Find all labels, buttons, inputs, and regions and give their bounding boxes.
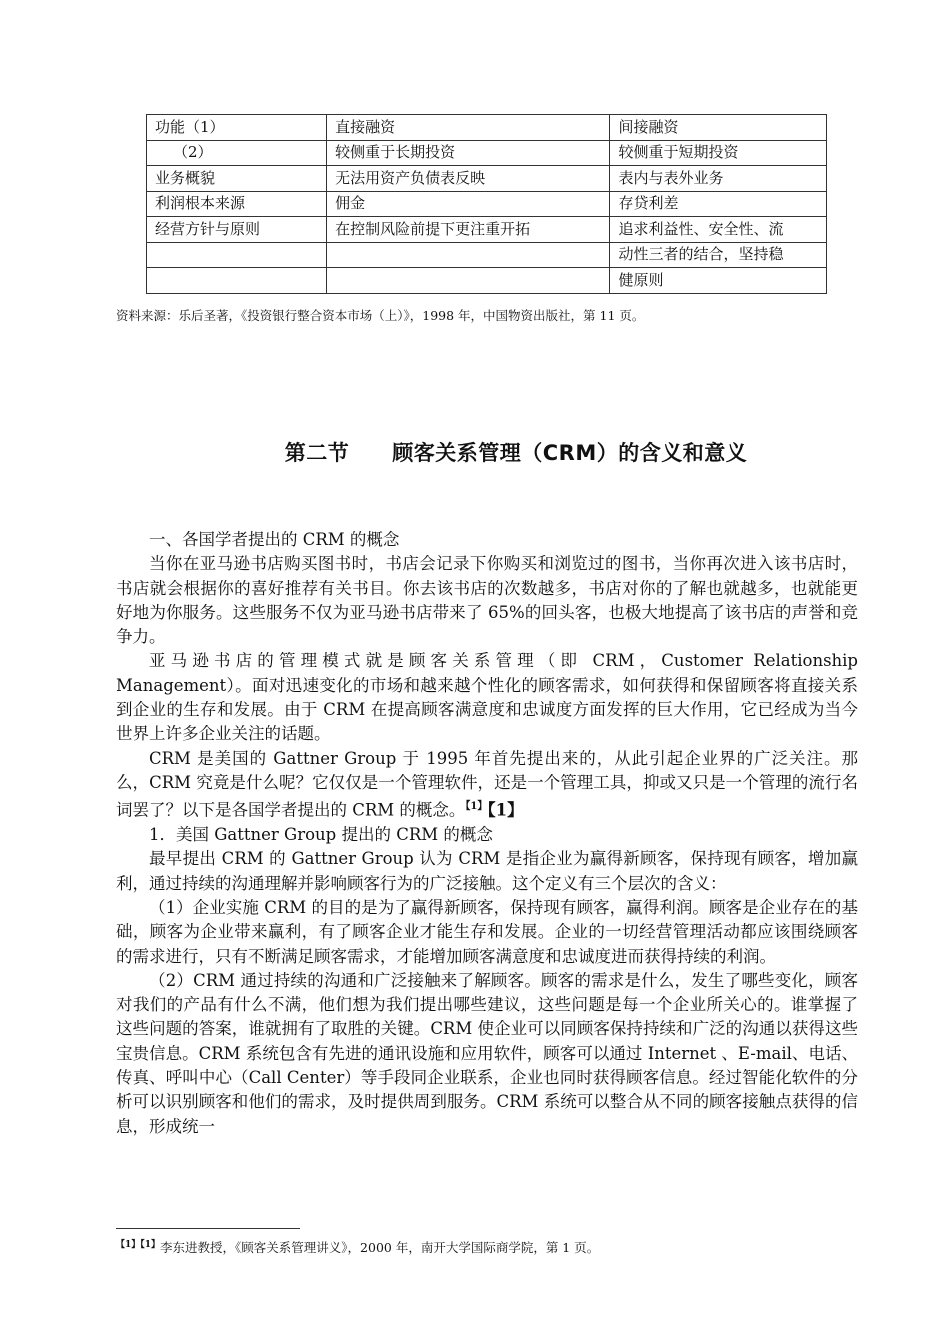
paragraph-point-2: （2）CRM 通过持续的沟通和广泛接触来了解顾客。顾客的需求是什么，发生了哪些变化，顾客对我们的产品有什么不满，他们想为我们提出哪些建议，这些问题是每一个企业所关心的。谁掌握了这些问题的答案，谁就拥有了取胜的关键。CRM 使企业可以同顾客保持持续和广泛的沟通以获得这些宝贵信息。CRM 系统包含有先进的通讯设施和应用软件，顾客可以通过 Internet 、E-mail、电话、传真、呼叫中心（Call Center）等手段同企业联系，企业也同时获得顾客信息。经过智能化软件的分析可以识别顾客和他们的需求，及时提供周到服务。CRM 系统可以整合从不同的顾客接触点获得的信息，形成统一 <box>116 970 858 1136</box>
table-cell <box>327 242 610 268</box>
table-source-note: 资料来源：乐后圣著，《投资银行整合资本市场（上）》，1998 年，中国物资出版社，第 11 页。 <box>116 308 645 323</box>
paragraph-crm-origin-text: CRM 是美国的 Gattner Group 于 1995 年首先提出来的，从此引起企业界的广泛关注。那么，CRM 究竟是什么呢？它仅仅是一个管理软件，还是一个管理工具，抑或又只是一个管理的流行名词罢了？以下是各国学者提出的 CRM 的概念。 <box>116 748 858 820</box>
table-cell: 利润根本来源 <box>147 191 327 217</box>
table-cell: 间接融资 <box>610 115 827 141</box>
table-cell: 业务概貌 <box>147 166 327 192</box>
table-cell <box>327 268 610 294</box>
table-cell: 功能（1） <box>147 115 327 141</box>
table-row <box>147 268 827 294</box>
table-cell: 健原则 <box>610 268 827 294</box>
table-cell: 经营方针与原则 <box>147 217 327 243</box>
body-text <box>116 528 858 1139</box>
section-title: 第二节 顾客关系管理（CRM）的含义和意义 <box>284 441 748 465</box>
paragraph-crm-model: 亚马逊书店的管理模式就是顾客关系管理（即 CRM，Customer Relationship Management）。面对迅速变化的市场和越来越个性化的顾客需求，如何获得和保留顾客将直接关系到企业的生存和发展。由于 CRM 在提高顾客满意度和忠诚度方面发挥的巨大作用，它已经成为当今世界上许多企业关注的话题。 <box>116 651 858 744</box>
footnote <box>116 1237 599 1256</box>
table-row <box>147 217 827 243</box>
paragraph-gattner-definition: 最早提出 CRM 的 Gattner Group 认为 CRM 是指企业为赢得新顾客，保持现有顾客，增加赢利，通过持续的沟通理解并影响顾客行为的广泛接触。这个定义有三个层次的含义： <box>116 849 858 893</box>
table-cell <box>147 268 327 294</box>
footnote-reference[interactable]: 【1】 <box>465 801 488 813</box>
table-row <box>147 166 827 192</box>
paragraph-point-1: （1）企业实施 CRM 的目的是为了赢得新顾客，保持现有顾客，赢得利润。顾客是企业存在的基础，顾客为企业带来赢利，有了顾客企业才能生存和发展。企业的一切经营管理活动都应该围绕顾客的需求进行，只有不断满足顾客需求，才能增加顾客满意度和忠诚度进而获得持续的利润。 <box>116 897 858 966</box>
table-row <box>147 191 827 217</box>
table-cell <box>147 242 327 268</box>
table-row <box>147 242 827 268</box>
table-cell: 在控制风险前提下更注重开拓 <box>327 217 610 243</box>
footnote-mark: 【1】【1】 <box>116 1240 161 1250</box>
paragraph-crm-origin <box>116 747 858 823</box>
heading-gattner-concept: 1．美国 Gattner Group 提出的 CRM 的概念 <box>149 825 493 845</box>
comparison-table <box>146 114 827 294</box>
table-cell: 动性三者的结合，坚持稳 <box>610 242 827 268</box>
footnote-separator <box>116 1228 300 1229</box>
table-row <box>147 115 827 141</box>
table-cell: 追求利益性、安全性、流 <box>610 217 827 243</box>
table-cell: 较侧重于短期投资 <box>610 140 827 166</box>
footnote-text: 李东进教授，《顾客关系管理讲义》，2000 年，南开大学国际商学院，第 1 页。 <box>160 1240 600 1256</box>
table-cell: 表内与表外业务 <box>610 166 827 192</box>
heading-crm-concepts: 一、各国学者提出的 CRM 的概念 <box>149 530 400 549</box>
table-cell: （2） <box>147 140 327 166</box>
comparison-table-body <box>147 115 827 294</box>
paragraph-amazon: 当你在亚马逊书店购买图书时，书店会记录下你购买和浏览过的图书，当你再次进入该书店时，书店就会根据你的喜好推荐有关书目。你去该书店的次数越多，书店对你的了解也就越多，也就能更好地为你服务。这些服务不仅为亚马逊书店带来了 65%的回头客，也极大地提高了该书店的声誉和竞争力。 <box>116 554 858 647</box>
table-cell: 佣金 <box>327 191 610 217</box>
table-row <box>147 140 827 166</box>
table-cell: 无法用资产负债表反映 <box>327 166 610 192</box>
table-cell: 较侧重于长期投资 <box>327 140 610 166</box>
citation-reference: 【1】 <box>487 800 524 820</box>
table-cell: 直接融资 <box>327 115 610 141</box>
table-cell: 存贷利差 <box>610 191 827 217</box>
